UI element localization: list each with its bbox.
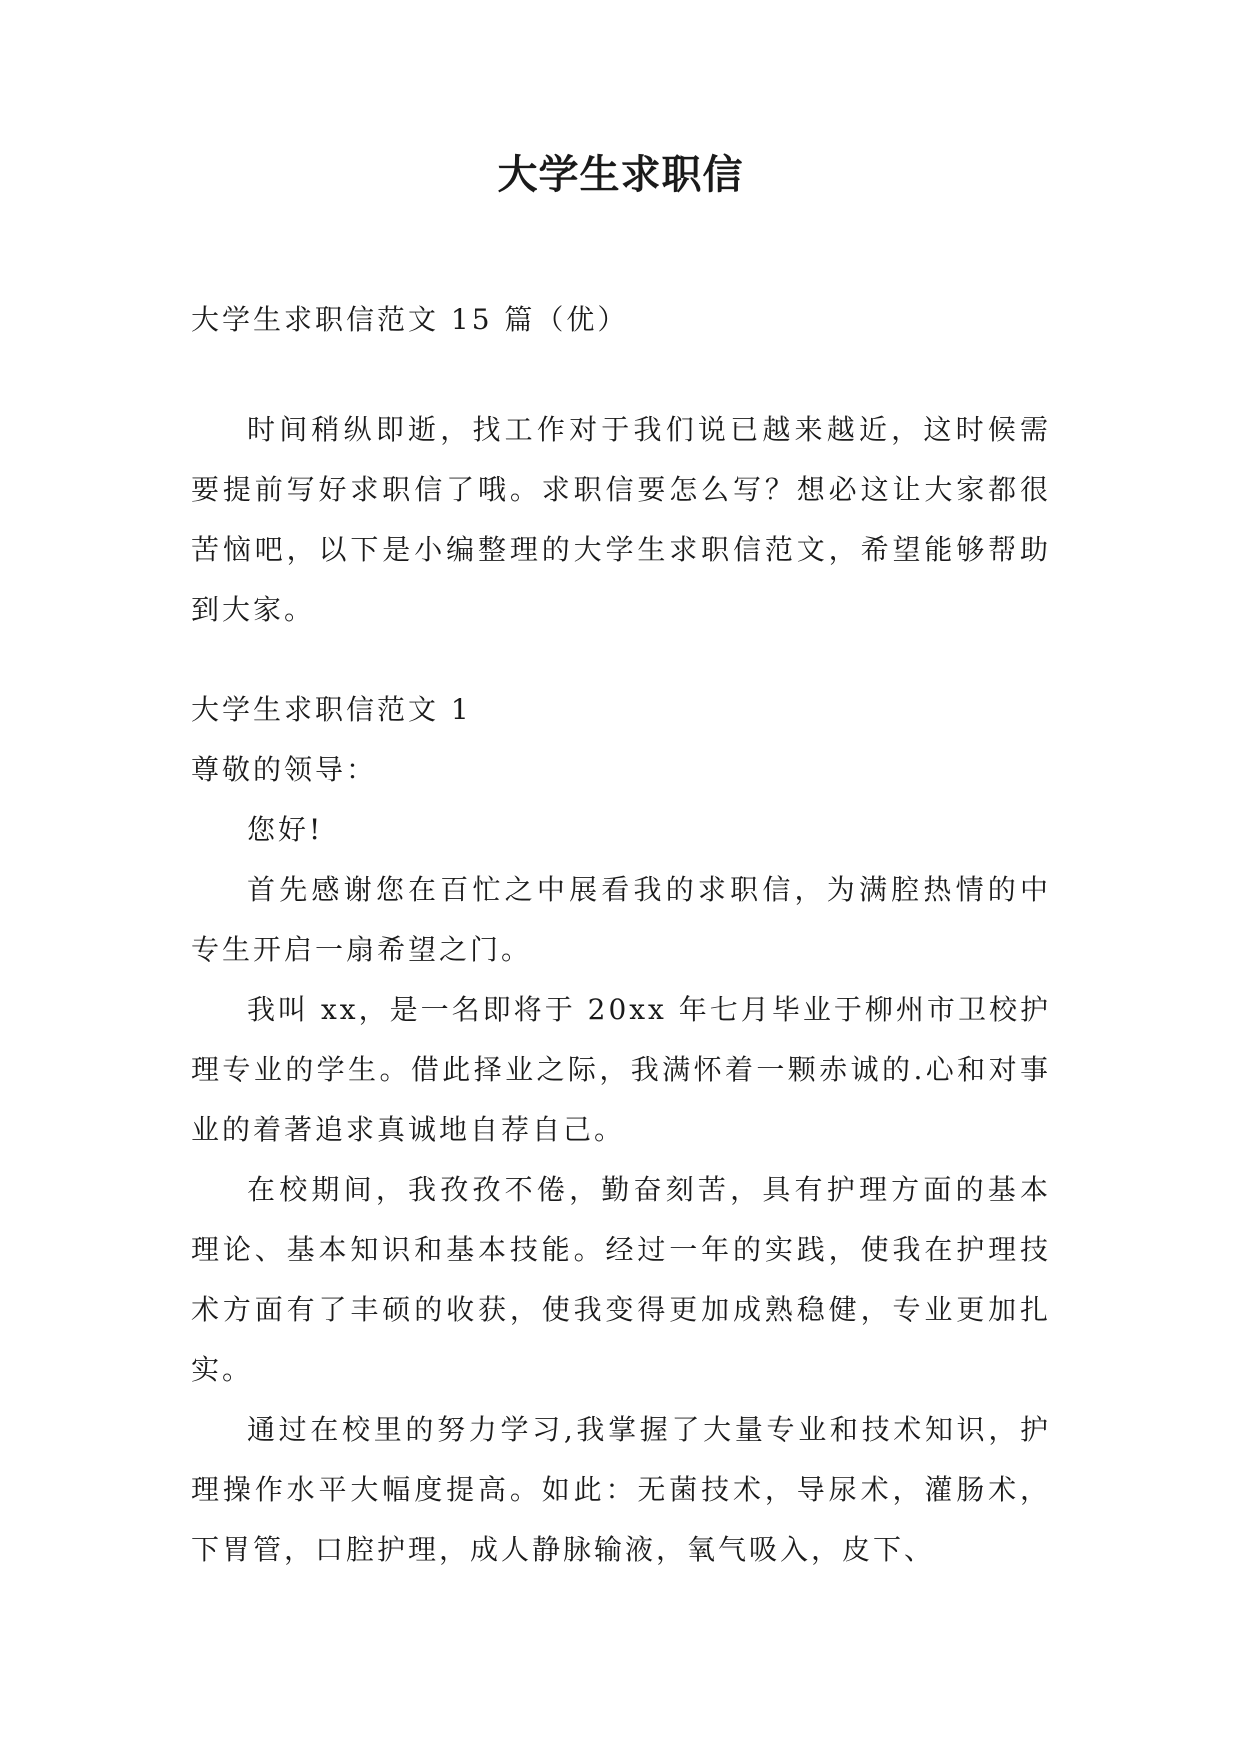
document-subtitle: 大学生求职信范文 15 篇（优） [191,303,629,336]
body-paragraph: 我叫 xx，是一名即将于 20xx 年七月毕业于柳州市卫校护理专业的学生。借此择业之际，我满怀着一颗赤诚的.心和对事业的着著追求真诚地自荐自己。 [191,993,1051,1146]
intro-paragraph: 时间稍纵即逝，找工作对于我们说已越来越近，这时候需要提前写好求职信了哦。求职信要怎么写？想必这让大家都很苦恼吧，以下是小编整理的大学生求职信范文，希望能够帮助到大家。 [191,413,1051,626]
body-paragraph: 通过在校里的努力学习,我掌握了大量专业和技术知识，护理操作水平大幅度提高。如此：无菌技术，导尿术，灌肠术，下胃管，口腔护理，成人静脉输液，氧气吸入，皮下、 [191,1413,1051,1566]
body-paragraph: 在校期间，我孜孜不倦，勤奋刻苦，具有护理方面的基本理论、基本知识和基本技能。经过一年的实践，使我在护理技术方面有了丰硕的收获，使我变得更加成熟稳健，专业更加扎实。 [191,1173,1051,1386]
salutation: 尊敬的领导： [191,753,378,786]
section-heading: 大学生求职信范文 1 [191,693,472,726]
letter-body [191,680,1051,1580]
intro-block [191,400,1051,640]
greeting: 您好! [247,813,324,846]
body-paragraph: 首先感谢您在百忙之中展看我的求职信，为满腔热情的中专生开启一扇希望之门。 [191,873,1051,966]
document-title: 大学生求职信 [497,152,744,198]
